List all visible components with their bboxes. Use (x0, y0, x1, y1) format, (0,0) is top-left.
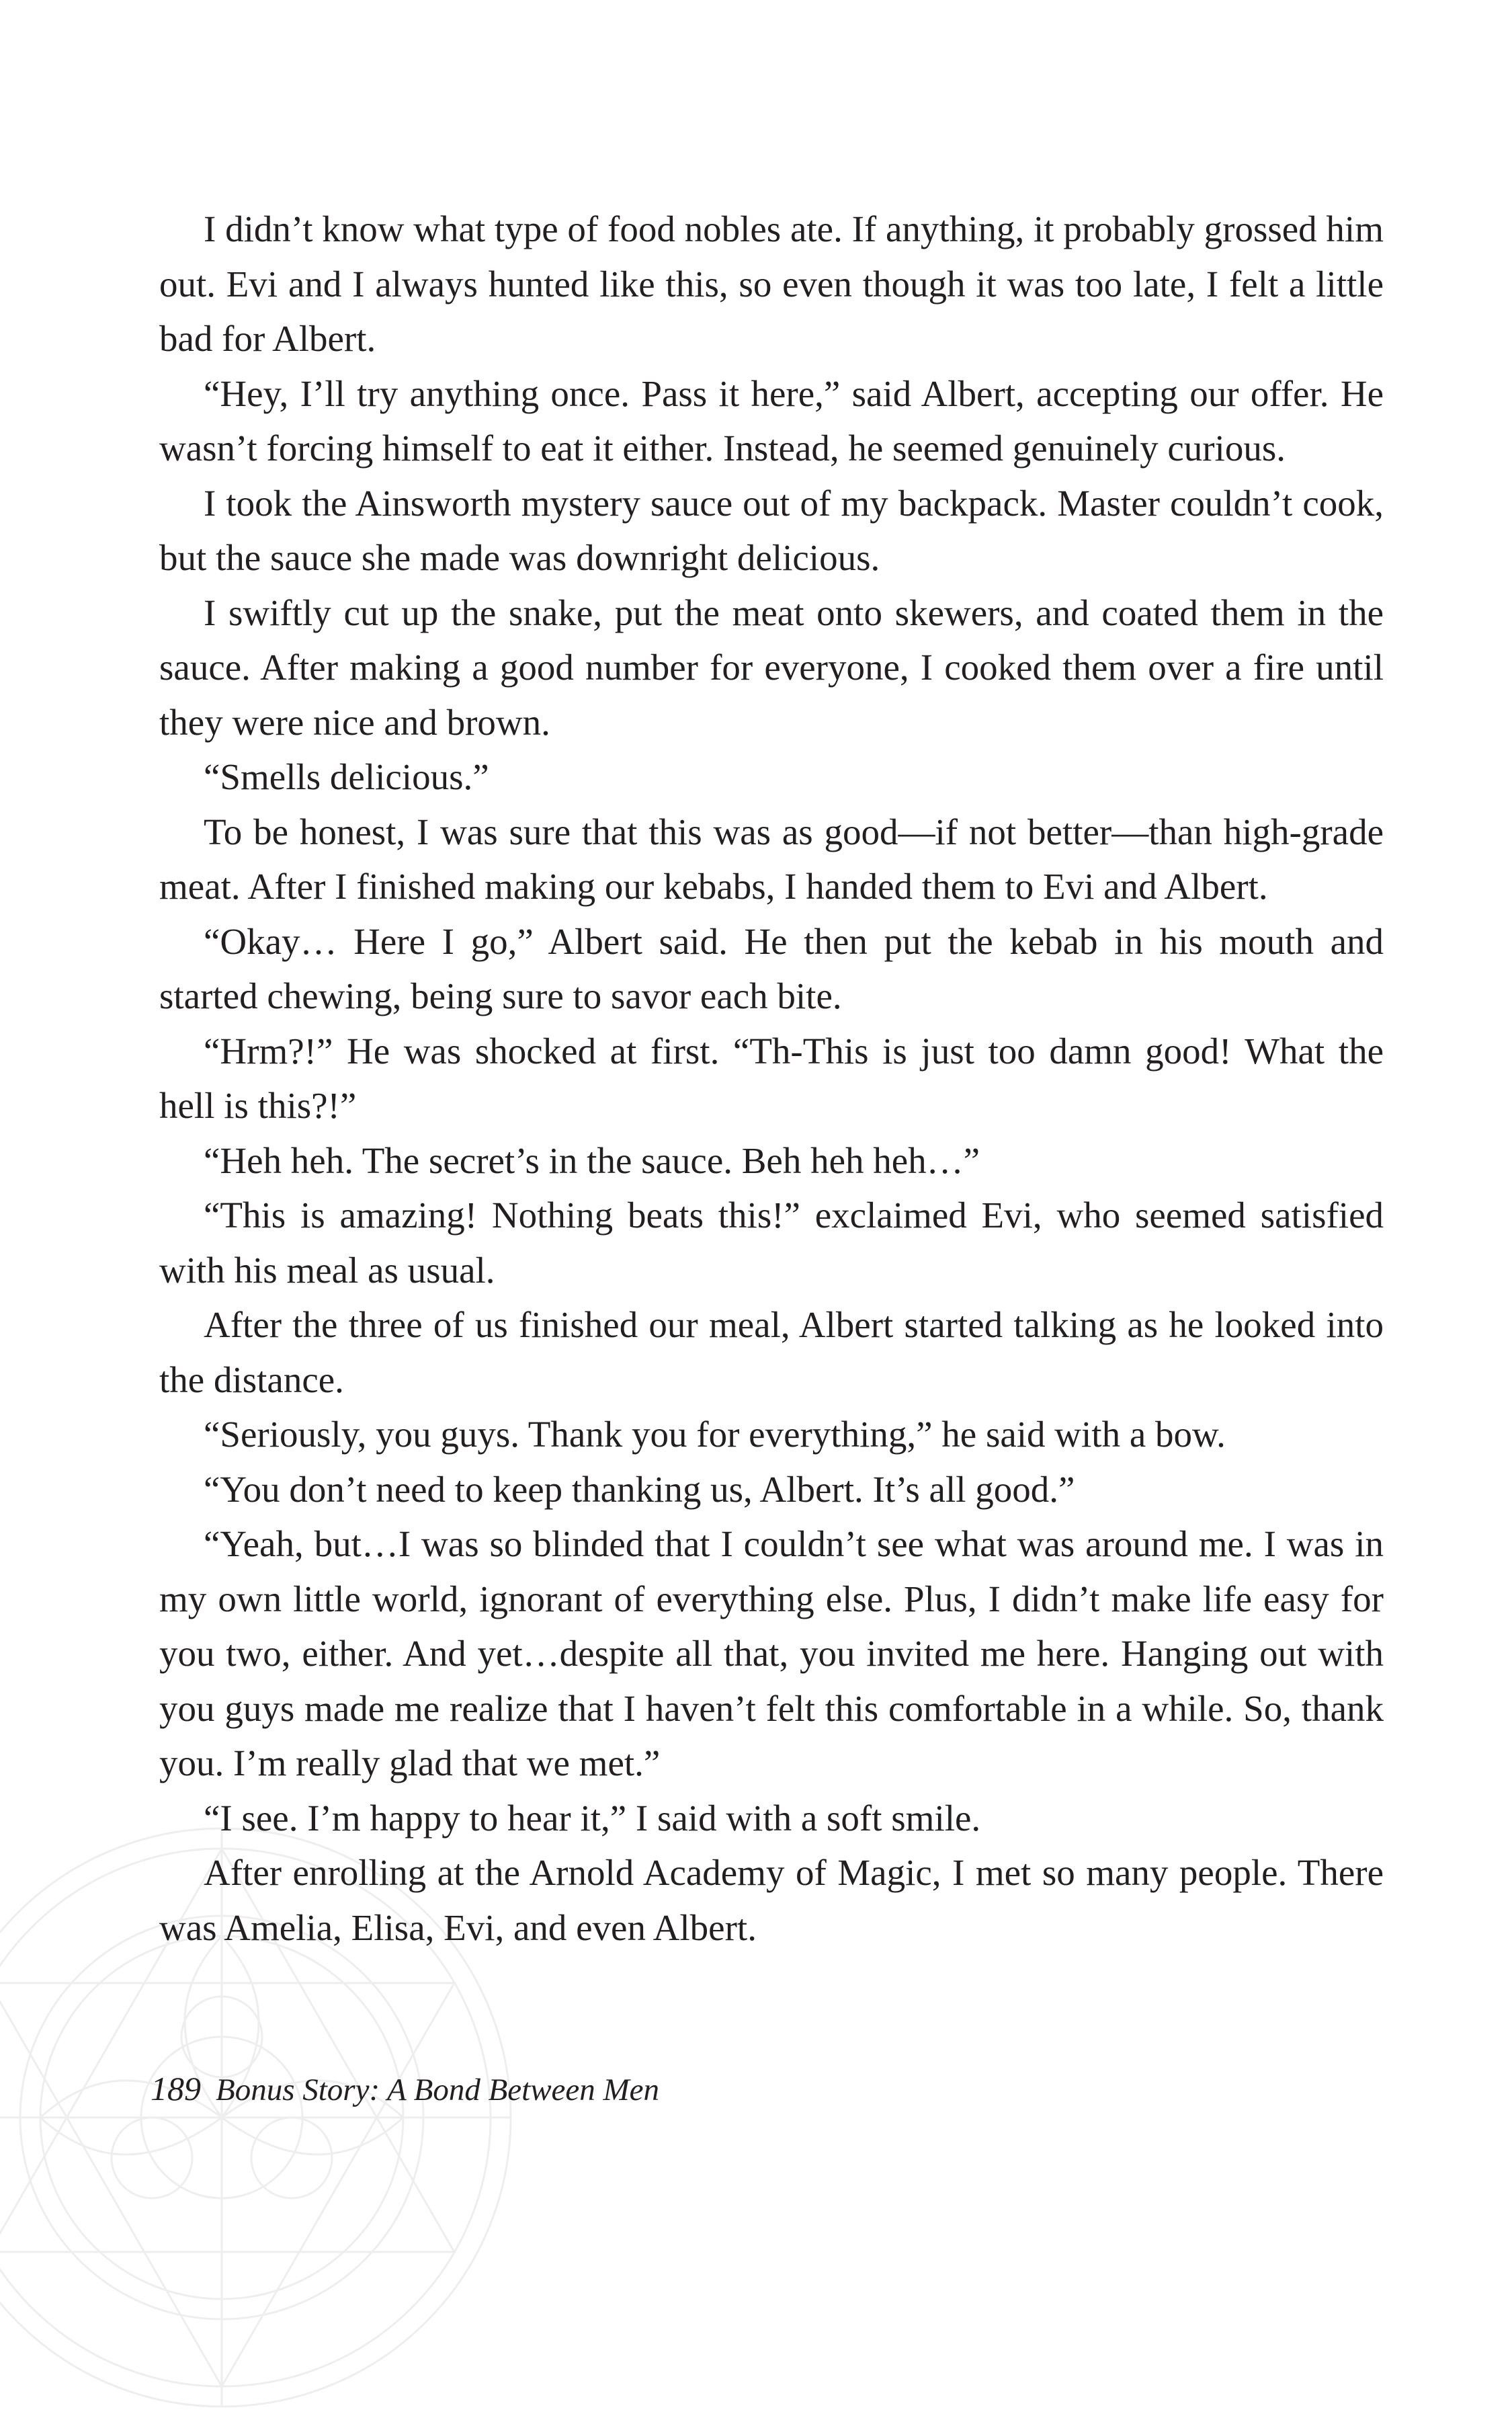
paragraph: “Hrm?!” He was shocked at first. “Th-This is just too damn good! What the hell is this?!” (159, 1030, 1384, 1126)
paragraph: “Smells delicious.” (204, 756, 489, 797)
paragraph: “Hey, I’ll try anything once. Pass it here,” said Albert, accepting our offer. He wasn’t forcing himself to eat it either. Instead, he seemed genuinely curious. (159, 372, 1384, 469)
running-chapter-title: Bonus Story: A Bond Between Men (216, 2072, 660, 2107)
paragraph: To be honest, I was sure that this was as good—if not better—than high-grade meat. After I finished making our kebabs, I handed them to Evi and Albert. (159, 811, 1384, 907)
paragraph: “Heh heh. The secret’s in the sauce. Beh heh heh…” (204, 1139, 980, 1181)
paragraph: “Okay… Here I go,” Albert said. He then put the kebab in his mouth and started chewing, being sure to savor each bite. (159, 920, 1384, 1016)
paragraph: After enrolling at the Arnold Academy of Magic, I met so many people. There was Amelia, Elisa, Evi, and even Albert. (159, 1852, 1384, 1948)
paragraph: “Seriously, you guys. Thank you for everything,” he said with a bow. (204, 1414, 1226, 1455)
paragraph: After the three of us finished our meal, Albert started talking as he looked into the distance. (159, 1304, 1384, 1400)
paragraph: “Yeah, but…I was so blinded that I couldn’t see what was around me. I was in my own little world, ignorant of everything else. Plus, I didn’t make life easy for you two, either. And yet…despite all that, you invited me here. Hanging out with you guys made me realize that I haven’t felt this comfortable in a while. So, thank you. I’m really glad that we met.” (159, 1523, 1384, 1783)
paragraph: I swiftly cut up the snake, put the meat onto skewers, and coated them in the sauce. After making a good number for everyone, I cooked them over a fire until they were nice and brown. (159, 592, 1384, 743)
paragraph: “You don’t need to keep thanking us, Albert. It’s all good.” (204, 1468, 1075, 1510)
page-body (159, 202, 1384, 2003)
paragraph: I didn’t know what type of food nobles ate. If anything, it probably grossed him out. Evi and I always hunted like this, so even though it was too late, I felt a little bad for Albert. (159, 208, 1384, 359)
paragraph: “This is amazing! Nothing beats this!” exclaimed Evi, who seemed satisfied with his meal as usual. (159, 1195, 1384, 1291)
paragraph: I took the Ainsworth mystery sauce out of my backpack. Master couldn’t cook, but the sauce she made was downright delicious. (159, 482, 1384, 578)
paragraph: “I see. I’m happy to hear it,” I said with a soft smile. (204, 1797, 981, 1839)
page-number: 189 (151, 2070, 201, 2107)
page-footer (151, 2069, 659, 2108)
